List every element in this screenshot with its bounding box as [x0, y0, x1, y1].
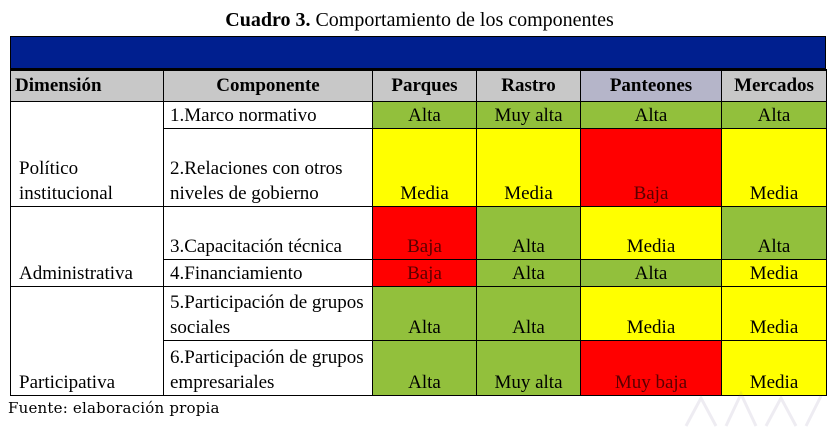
value-cell: Media	[722, 259, 827, 286]
header-dimension: Dimensión	[11, 70, 164, 101]
value-cell: Alta	[373, 101, 477, 128]
component-cell: 5.Participación de grupos sociales	[164, 286, 373, 340]
value-cell: Alta	[722, 206, 827, 259]
component-cell: 1.Marco normativo	[164, 101, 373, 128]
table-row	[11, 206, 827, 259]
value-cell: Alta	[373, 286, 477, 340]
dimension-cell: Administrativa	[11, 206, 164, 286]
components-table	[10, 69, 827, 396]
value-cell: Alta	[581, 101, 722, 128]
value-cell: Baja	[581, 128, 722, 206]
decorative-watermark-icon	[681, 388, 831, 428]
header-row	[11, 70, 827, 101]
table-title	[0, 8, 839, 32]
source-note: Fuente: elaboración propia	[8, 399, 220, 417]
value-cell: Media	[722, 128, 827, 206]
value-cell: Media	[581, 206, 722, 259]
table-title-text: Comportamiento de los componentes	[315, 9, 614, 31]
value-cell: Media	[722, 340, 827, 395]
value-cell: Muy alta	[477, 340, 581, 395]
value-cell: Alta	[477, 286, 581, 340]
dimension-cell: Político institucional	[11, 101, 164, 206]
value-cell: Media	[722, 286, 827, 340]
header-component: Componente	[164, 70, 373, 101]
table-row	[11, 101, 827, 128]
header-panteones: Panteones	[581, 70, 722, 101]
value-cell: Alta	[477, 206, 581, 259]
header-band	[10, 36, 826, 69]
component-cell: 3.Capacitación técnica	[164, 206, 373, 259]
header-rastro: Rastro	[477, 70, 581, 101]
value-cell: Baja	[373, 206, 477, 259]
value-cell: Baja	[373, 259, 477, 286]
header-parques: Parques	[373, 70, 477, 101]
value-cell: Alta	[373, 340, 477, 395]
value-cell: Alta	[477, 259, 581, 286]
value-cell: Alta	[722, 101, 827, 128]
value-cell: Muy baja	[581, 340, 722, 395]
component-cell: 4.Financiamiento	[164, 259, 373, 286]
component-cell: 6.Participación de grupos empresariales	[164, 340, 373, 395]
table-row	[11, 286, 827, 340]
value-cell: Muy alta	[477, 101, 581, 128]
component-cell: 2.Relaciones con otros niveles de gobierno	[164, 128, 373, 206]
value-cell: Media	[477, 128, 581, 206]
value-cell: Media	[373, 128, 477, 206]
table-title-prefix: Cuadro 3.	[225, 9, 311, 31]
value-cell: Alta	[581, 259, 722, 286]
components-table-container	[10, 36, 826, 396]
dimension-cell: Participativa	[11, 286, 164, 395]
value-cell: Media	[581, 286, 722, 340]
header-mercados: Mercados	[722, 70, 827, 101]
